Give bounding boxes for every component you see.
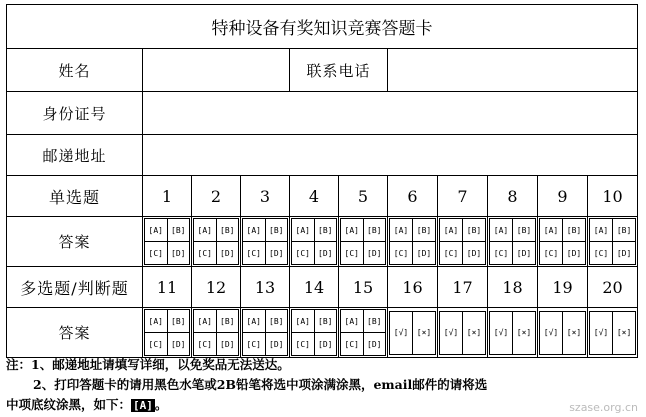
question-number: 12 bbox=[192, 267, 241, 308]
option-bubble[interactable]: [C] bbox=[145, 333, 168, 356]
note-3-text: 中项底纹涂黑，如下： bbox=[6, 397, 132, 412]
option-grid bbox=[144, 309, 190, 356]
option-bubble[interactable]: [D] bbox=[613, 242, 636, 265]
id-field[interactable] bbox=[143, 92, 638, 135]
option-bubble[interactable]: [B] bbox=[216, 310, 239, 333]
question-number: 20 bbox=[588, 267, 638, 308]
option-grid bbox=[193, 218, 239, 265]
single-choice-label: 单选题 bbox=[7, 176, 143, 217]
option-bubble[interactable]: [B] bbox=[216, 219, 239, 242]
option-grid bbox=[291, 309, 337, 356]
answer-cell bbox=[588, 308, 638, 358]
option-bubble[interactable]: [C] bbox=[390, 242, 413, 265]
answer-cell bbox=[143, 308, 192, 358]
question-number: 14 bbox=[290, 267, 339, 308]
option-bubble[interactable]: [A] bbox=[440, 219, 463, 242]
option-bubble[interactable]: [B] bbox=[363, 219, 386, 242]
address-label: 邮递地址 bbox=[7, 135, 143, 176]
question-number: 17 bbox=[438, 267, 488, 308]
option-grid bbox=[539, 311, 586, 355]
option-bubble[interactable]: [×] bbox=[613, 311, 636, 354]
option-bubble[interactable]: [B] bbox=[563, 219, 586, 242]
option-bubble[interactable]: [B] bbox=[314, 310, 337, 333]
question-number: 4 bbox=[290, 176, 339, 217]
note-2-text: 2、打印答题卡的请用黑色水笔或2B铅笔将选中项涂满涂黑，email邮件的请将选 bbox=[33, 377, 488, 392]
option-bubble[interactable]: [C] bbox=[341, 242, 364, 265]
option-grid bbox=[389, 311, 436, 355]
option-grid bbox=[439, 218, 486, 265]
question-number: 16 bbox=[388, 267, 438, 308]
option-bubble[interactable]: [√] bbox=[390, 311, 413, 354]
option-grid bbox=[193, 309, 239, 356]
answer-cell bbox=[290, 308, 339, 358]
note-3 bbox=[6, 395, 642, 416]
filled-example: [A] bbox=[133, 399, 153, 412]
option-bubble[interactable]: [D] bbox=[363, 333, 386, 356]
option-grid bbox=[489, 311, 536, 355]
name-label: 姓名 bbox=[7, 49, 143, 92]
answer-card-table bbox=[6, 4, 638, 358]
option-bubble[interactable]: [A] bbox=[590, 219, 613, 242]
question-number: 7 bbox=[438, 176, 488, 217]
answer-cell bbox=[538, 217, 588, 267]
option-bubble[interactable]: [C] bbox=[440, 242, 463, 265]
option-bubble[interactable]: [C] bbox=[194, 333, 217, 356]
option-bubble[interactable]: [C] bbox=[194, 242, 217, 265]
address-field[interactable] bbox=[143, 135, 638, 176]
option-bubble[interactable]: [×] bbox=[413, 311, 436, 354]
question-number: 3 bbox=[241, 176, 290, 217]
note-3-end: 。 bbox=[154, 397, 168, 412]
question-number: 10 bbox=[588, 176, 638, 217]
option-grid bbox=[589, 218, 636, 265]
id-label: 身份证号 bbox=[7, 92, 143, 135]
question-number: 1 bbox=[143, 176, 192, 217]
option-bubble[interactable]: [D] bbox=[265, 242, 288, 265]
option-bubble[interactable]: [D] bbox=[513, 242, 536, 265]
answer-cell bbox=[438, 308, 488, 358]
question-number: 13 bbox=[241, 267, 290, 308]
option-bubble[interactable]: [D] bbox=[265, 333, 288, 356]
option-grid bbox=[340, 218, 386, 265]
option-bubble[interactable]: [B] bbox=[513, 219, 536, 242]
option-bubble[interactable]: [√] bbox=[490, 311, 513, 354]
option-bubble[interactable]: [√] bbox=[540, 311, 563, 354]
option-bubble[interactable]: [√] bbox=[440, 311, 463, 354]
option-bubble[interactable]: [D] bbox=[314, 333, 337, 356]
option-grid bbox=[539, 218, 586, 265]
option-bubble[interactable]: [D] bbox=[413, 242, 436, 265]
answer-cell bbox=[192, 308, 241, 358]
option-bubble[interactable]: [×] bbox=[463, 311, 486, 354]
option-bubble[interactable]: [C] bbox=[490, 242, 513, 265]
answer-cell bbox=[488, 217, 538, 267]
question-number: 18 bbox=[488, 267, 538, 308]
answer-cell bbox=[241, 308, 290, 358]
watermark: szase.org.cn bbox=[569, 401, 638, 414]
question-number: 5 bbox=[339, 176, 388, 217]
phone-label: 联系电话 bbox=[290, 49, 388, 92]
question-number: 2 bbox=[192, 176, 241, 217]
answer-cell bbox=[192, 217, 241, 267]
answer-cell bbox=[488, 308, 538, 358]
card-title: 特种设备有奖知识竞赛答题卡 bbox=[7, 5, 638, 49]
option-bubble[interactable]: [×] bbox=[563, 311, 586, 354]
option-bubble[interactable]: [A] bbox=[145, 310, 168, 333]
question-number: 8 bbox=[488, 176, 538, 217]
option-grid bbox=[291, 218, 337, 265]
question-number: 9 bbox=[538, 176, 588, 217]
option-grid bbox=[340, 309, 386, 356]
answer-cell bbox=[388, 217, 438, 267]
option-bubble[interactable]: [A] bbox=[390, 219, 413, 242]
option-bubble[interactable]: [A] bbox=[341, 219, 364, 242]
option-bubble[interactable]: [D] bbox=[363, 242, 386, 265]
option-bubble[interactable]: [B] bbox=[363, 310, 386, 333]
option-bubble[interactable]: [D] bbox=[167, 242, 190, 265]
answer-cell bbox=[339, 217, 388, 267]
question-number: 15 bbox=[339, 267, 388, 308]
option-bubble[interactable]: [D] bbox=[167, 333, 190, 356]
option-bubble[interactable]: [C] bbox=[590, 242, 613, 265]
option-bubble[interactable]: [A] bbox=[145, 219, 168, 242]
notes bbox=[6, 355, 642, 416]
answer-cell bbox=[388, 308, 438, 358]
option-bubble[interactable]: [B] bbox=[314, 219, 337, 242]
option-bubble[interactable]: [B] bbox=[463, 219, 486, 242]
single-answer-label: 答案 bbox=[7, 217, 143, 267]
option-bubble[interactable]: [D] bbox=[216, 333, 239, 356]
option-bubble[interactable]: [B] bbox=[613, 219, 636, 242]
option-bubble[interactable]: [D] bbox=[563, 242, 586, 265]
option-bubble[interactable]: [B] bbox=[265, 219, 288, 242]
option-bubble[interactable]: [C] bbox=[292, 333, 315, 356]
option-bubble[interactable]: [B] bbox=[167, 219, 190, 242]
option-bubble[interactable]: [A] bbox=[540, 219, 563, 242]
note-1: 注：1、邮递地址请填写详细，以免奖品无法送达。 bbox=[6, 357, 290, 372]
question-number: 11 bbox=[143, 267, 192, 308]
option-bubble[interactable]: [B] bbox=[265, 310, 288, 333]
option-bubble[interactable]: [A] bbox=[243, 219, 266, 242]
option-bubble[interactable]: [√] bbox=[590, 311, 613, 354]
option-bubble[interactable]: [C] bbox=[540, 242, 563, 265]
option-bubble[interactable]: [B] bbox=[413, 219, 436, 242]
answer-cell bbox=[241, 217, 290, 267]
answer-cell bbox=[438, 217, 488, 267]
option-bubble[interactable]: [C] bbox=[243, 333, 266, 356]
option-bubble[interactable]: [A] bbox=[490, 219, 513, 242]
note-2 bbox=[6, 375, 642, 395]
option-bubble[interactable]: [A] bbox=[292, 219, 315, 242]
option-grid bbox=[489, 218, 536, 265]
option-bubble[interactable]: [C] bbox=[145, 242, 168, 265]
option-bubble[interactable]: [A] bbox=[243, 310, 266, 333]
option-bubble[interactable]: [C] bbox=[292, 242, 315, 265]
option-grid bbox=[389, 218, 436, 265]
option-grid bbox=[589, 311, 636, 355]
option-bubble[interactable]: [C] bbox=[341, 333, 364, 356]
multi-choice-label: 多选题/判断题 bbox=[7, 267, 143, 308]
option-bubble[interactable]: [D] bbox=[463, 242, 486, 265]
multi-answer-label: 答案 bbox=[7, 308, 143, 358]
phone-field[interactable] bbox=[388, 49, 638, 92]
name-field[interactable] bbox=[143, 49, 290, 92]
option-bubble[interactable]: [×] bbox=[513, 311, 536, 354]
answer-cell bbox=[538, 308, 588, 358]
option-bubble[interactable]: [C] bbox=[243, 242, 266, 265]
option-bubble[interactable]: [A] bbox=[194, 219, 217, 242]
option-bubble[interactable]: [A] bbox=[194, 310, 217, 333]
option-bubble[interactable]: [A] bbox=[341, 310, 364, 333]
question-number: 19 bbox=[538, 267, 588, 308]
answer-cell bbox=[339, 308, 388, 358]
option-grid bbox=[439, 311, 486, 355]
option-grid bbox=[144, 218, 190, 265]
option-bubble[interactable]: [B] bbox=[167, 310, 190, 333]
option-grid bbox=[242, 309, 288, 356]
option-grid bbox=[242, 218, 288, 265]
answer-cell bbox=[290, 217, 339, 267]
option-bubble[interactable]: [D] bbox=[314, 242, 337, 265]
answer-cell bbox=[143, 217, 192, 267]
option-bubble[interactable]: [D] bbox=[216, 242, 239, 265]
question-number: 6 bbox=[388, 176, 438, 217]
answer-cell bbox=[588, 217, 638, 267]
option-bubble[interactable]: [A] bbox=[292, 310, 315, 333]
